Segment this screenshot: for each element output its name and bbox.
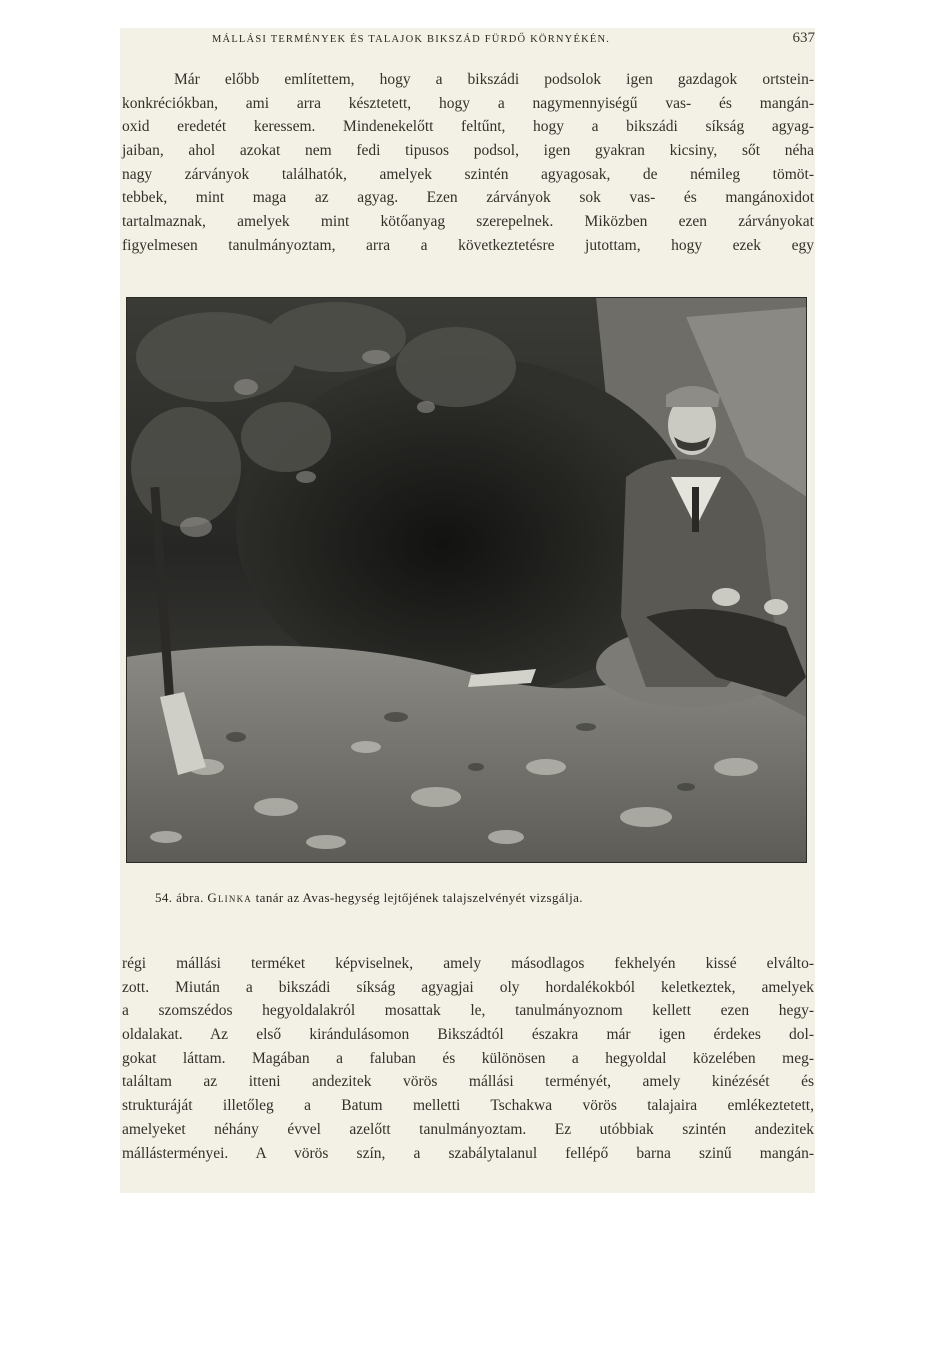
text-line: jaiban, ahol azokat nem fedi tipusos podsol, igen gyakran kicsiny, sőt néha: [122, 142, 814, 160]
text-line: nagy zárványok találhatók, amelyek szintén agyagosak, de némileg tömöt-: [122, 165, 814, 183]
text-line: oldalakat. Az első kirándulásomon Bikszádtól északra már igen érdekes dol-: [122, 1026, 814, 1044]
page-number: 637: [792, 30, 815, 46]
text-line: konkréciókban, ami arra késztetett, hogy a nagymennyiségű vas- és mangán-: [122, 94, 814, 112]
text-line: a szomszédos hegyoldalakról mosattak le, tanulmányoznom kellett ezen hegy-: [122, 1002, 814, 1020]
text-line: figyelmesen tanulmányoztam, arra a következtetésre jutottam, hogy ezek egy: [122, 236, 814, 254]
text-line: tartalmaznak, amelyek mint kötőanyag szerepelnek. Miközben ezen zárványokat: [122, 213, 814, 231]
figure-caption-text: tanár az Avas-hegység lejtőjének talajszelvényét vizsgálja.: [255, 890, 583, 905]
paragraph-top: [122, 68, 814, 258]
text-line: találtam az itteni andezitek vörös mállási terményét, amely kinézését és: [122, 1073, 814, 1091]
running-title: MÁLLÁSI TERMÉNYEK ÉS TALAJOK BIKSZÁD FÜRDŐ KÖRNYÉKÉN.: [212, 34, 611, 45]
running-head: [120, 30, 815, 52]
text-line: zott. Miután a bikszádi síkság agyagjai oly hordalékokból keletkeztek, amelyek: [122, 978, 814, 996]
figure-photograph: [126, 297, 807, 863]
figure-person-name: Glinka: [207, 890, 252, 905]
text-line: régi mállási terméket képviselnek, amely másodlagos fekhelyén kissé elválto-: [122, 955, 814, 972]
text-line: oxid eredetét keressem. Mindenekelőtt feltűnt, hogy a bikszádi síkság agyag-: [122, 118, 814, 136]
figure-caption: [155, 890, 795, 906]
paragraph-bottom: [122, 952, 814, 1165]
text-line: mállásterményei. A vörös szín, a szabálytalanul fellépő barna szinű mangán-: [122, 1144, 814, 1162]
text-line: strukturáját illetőleg a Batum melletti Tschakwa vörös talajaira emlékeztetett,: [122, 1097, 814, 1115]
text-line: Már előbb említettem, hogy a bikszádi podsolok igen gazdagok ortstein-: [174, 71, 814, 88]
text-line: amelyeket néhány évvel azelőtt tanulmányoztam. Ez utóbbiak szintén andezitek: [122, 1120, 814, 1138]
text-line: tebbek, mint maga az agyag. Ezen zárványok sok vas- és mangánoxidot: [122, 189, 814, 207]
text-line: gokat láttam. Magában a faluban és különösen a hegyoldal közelében meg-: [122, 1049, 814, 1067]
figure-number: 54. ábra.: [155, 890, 204, 905]
